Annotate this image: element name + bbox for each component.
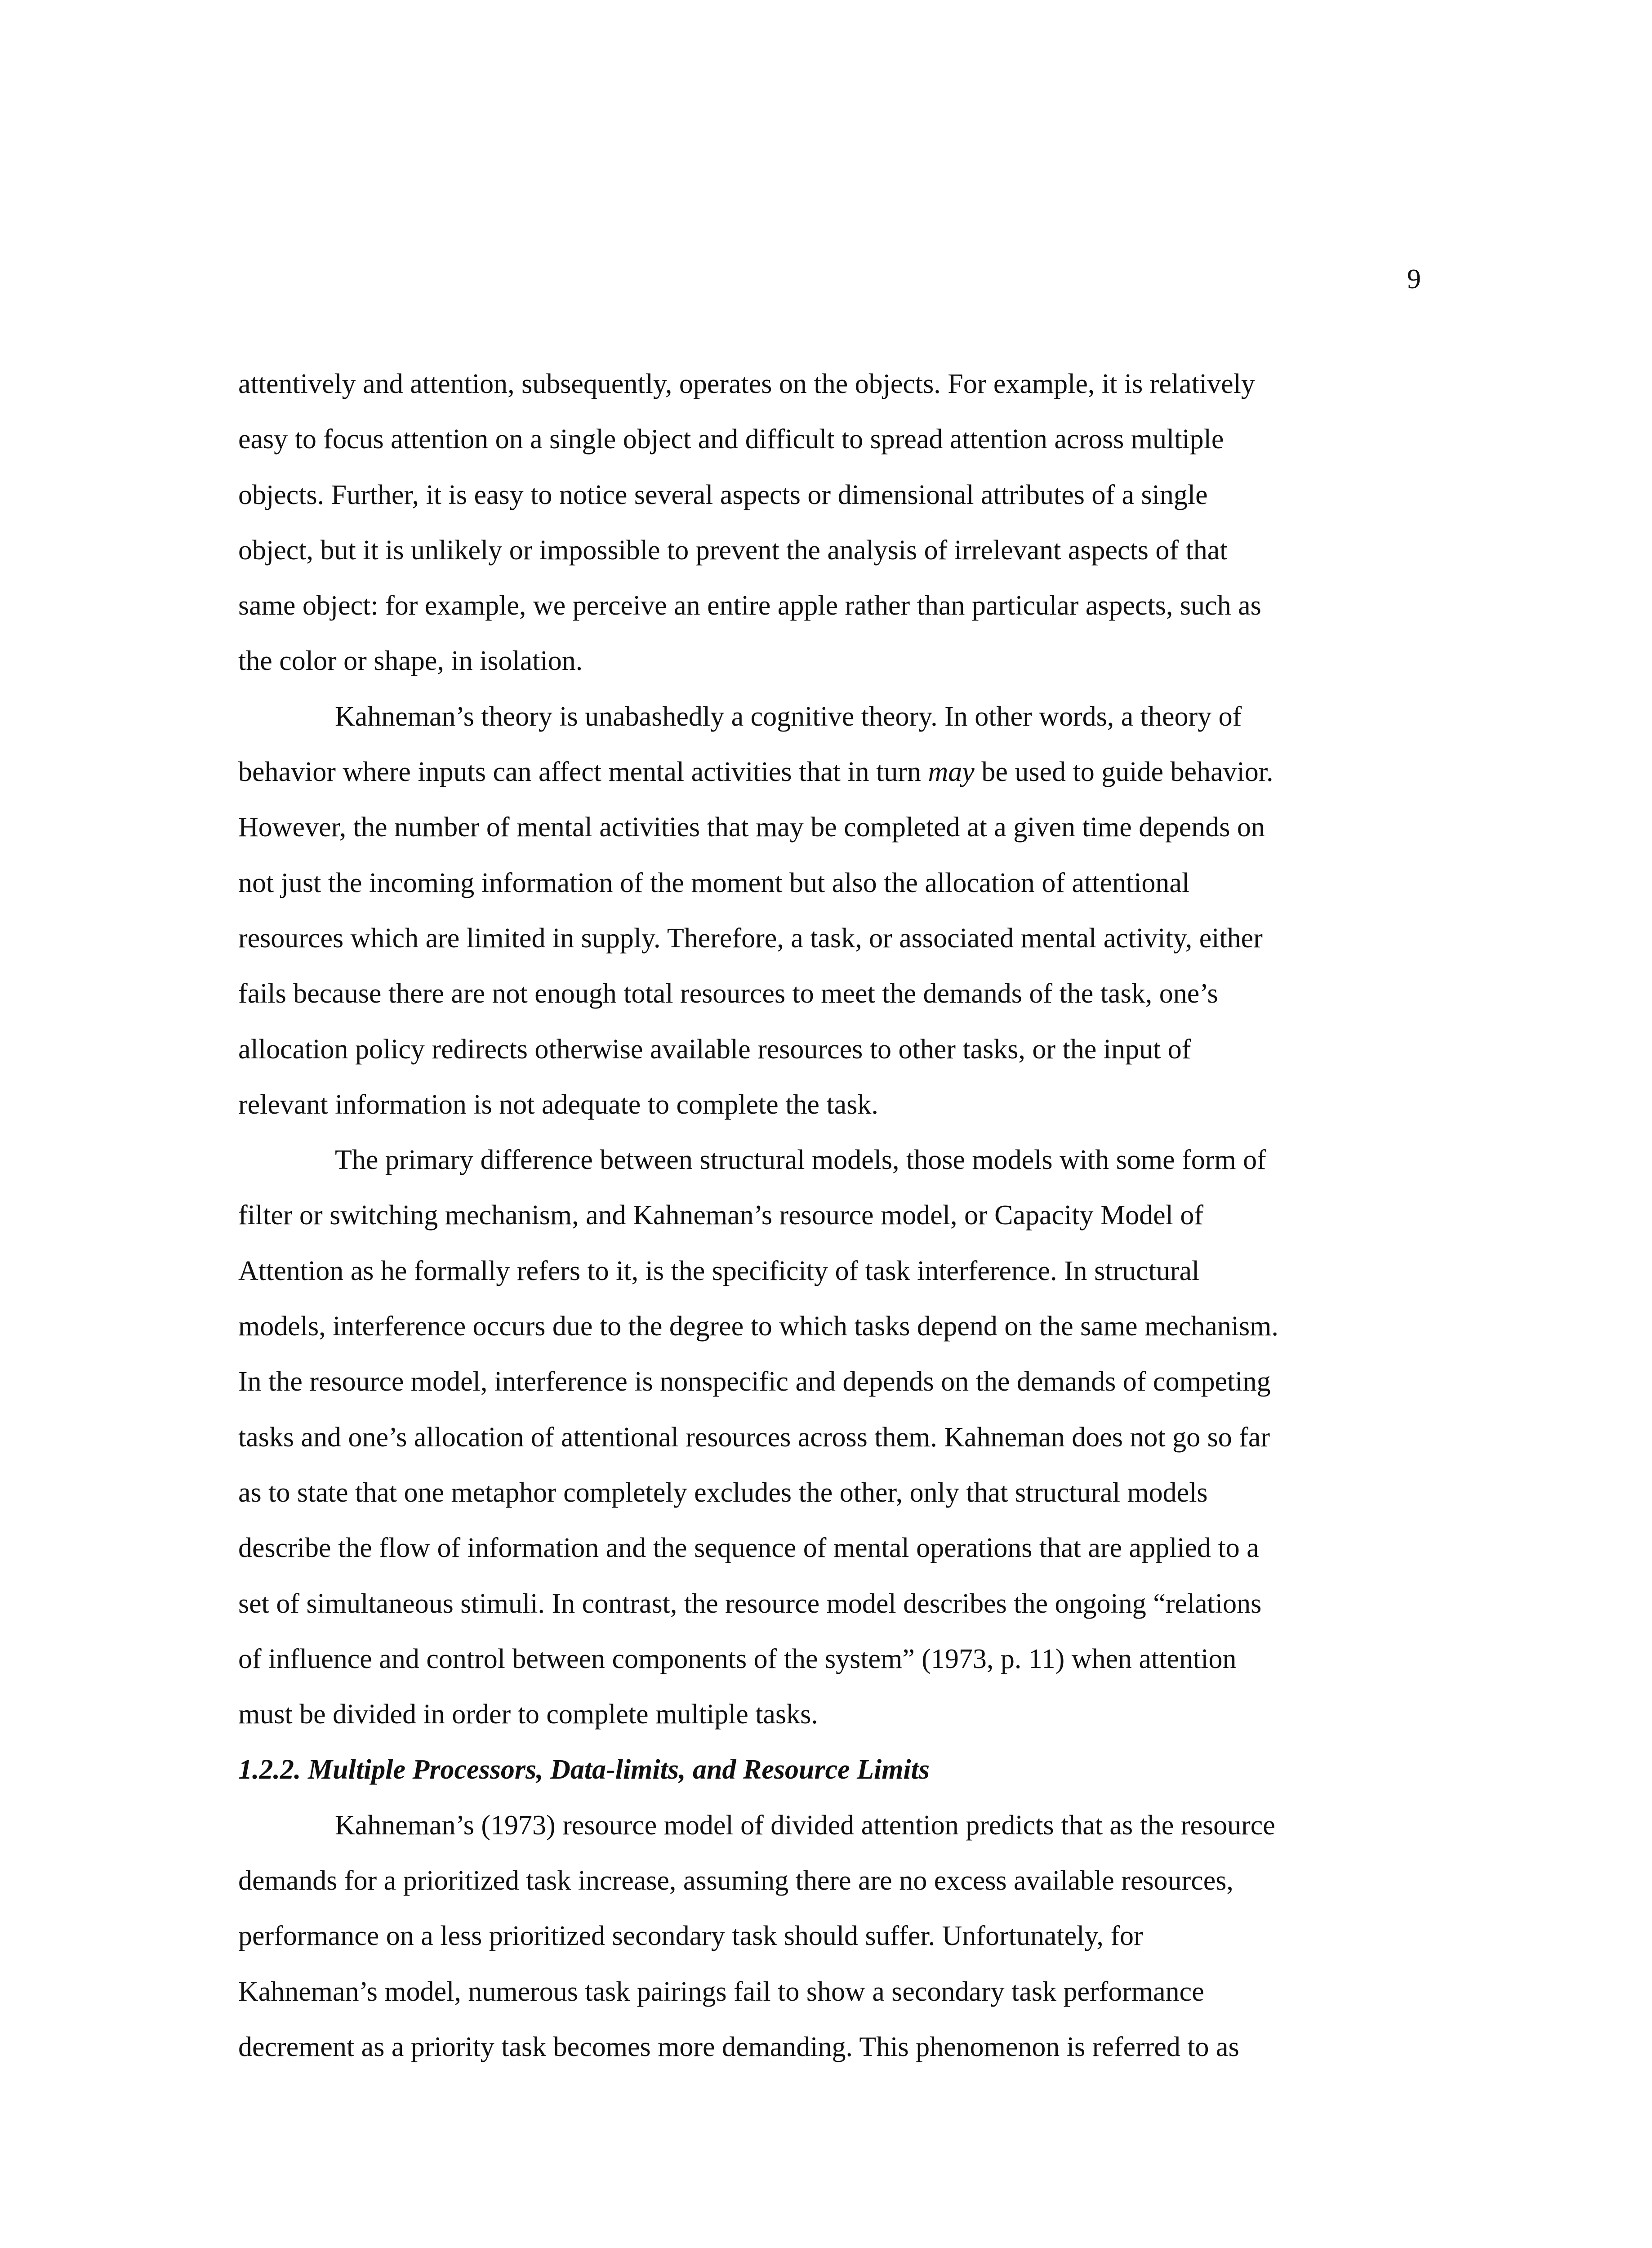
paragraph-3 [238, 1133, 1434, 1742]
text-line: of influence and control between components of the system” (1973, p. 11) when attention [238, 1643, 1237, 1674]
text-fragment: behavior where inputs can affect mental activities that in turn [238, 757, 928, 788]
text-line: must be divided in order to complete multiple tasks. [238, 1699, 818, 1730]
text-line: describe the flow of information and the sequence of mental operations that are applied to a [238, 1533, 1259, 1564]
text-line: attentively and attention, subsequently, operates on the objects. For example, it is relatively [238, 369, 1255, 399]
text-line: set of simultaneous stimuli. In contrast, the resource model describes the ongoing “relations [238, 1588, 1262, 1619]
text-line: same object: for example, we perceive an entire apple rather than particular aspects, such as [238, 590, 1261, 621]
text-fragment: be used to guide behavior. [974, 757, 1274, 788]
text-line: tasks and one’s allocation of attentional resources across them. Kahneman does not go so far [238, 1422, 1270, 1453]
text-line: Kahneman’s (1973) resource model of divided attention predicts that as the resource [335, 1810, 1275, 1841]
paragraph-2 [238, 689, 1434, 1133]
text-line: fails because there are not enough total resources to meet the demands of the task, one’s [238, 978, 1218, 1009]
paragraph-4 [238, 1798, 1434, 2075]
text-line: decrement as a priority task becomes more demanding. This phenomenon is referred to as [238, 2031, 1239, 2062]
text-line: demands for a prioritized task increase, assuming there are no excess available resources, [238, 1865, 1233, 1896]
text-line: performance on a less prioritized secondary task should suffer. Unfortunately, for [238, 1921, 1143, 1952]
emphasis-text: may [928, 757, 975, 788]
text-line: allocation policy redirects otherwise available resources to other tasks, or the input of [238, 1034, 1191, 1065]
text-line: models, interference occurs due to the degree to which tasks depend on the same mechanism. [238, 1311, 1278, 1342]
text-line: Kahneman’s model, numerous task pairings fail to show a secondary task performance [238, 1976, 1204, 2007]
text-line: easy to focus attention on a single object and difficult to spread attention across multiple [238, 424, 1224, 455]
section-heading: 1.2.2. Multiple Processors, Data-limits, and Resource Limits [238, 1754, 930, 1785]
text-line: The primary difference between structural models, those models with some form of [335, 1145, 1266, 1176]
body-text [238, 357, 1434, 2075]
text-line: as to state that one metaphor completely excludes the other, only that structural models [238, 1477, 1208, 1508]
text-line: filter or switching mechanism, and Kahneman’s resource model, or Capacity Model of [238, 1200, 1203, 1231]
text-line: objects. Further, it is easy to notice several aspects or dimensional attributes of a single [238, 479, 1208, 510]
page-number: 9 [1407, 264, 1421, 294]
text-line: object, but it is unlikely or impossible to prevent the analysis of irrelevant aspects of that [238, 535, 1228, 566]
paragraph-1 [238, 357, 1434, 689]
text-line: not just the incoming information of the moment but also the allocation of attentional [238, 867, 1190, 898]
text-line: resources which are limited in supply. Therefore, a task, or associated mental activity, either [238, 923, 1263, 954]
text-line: relevant information is not adequate to complete the task. [238, 1089, 878, 1120]
text-line: However, the number of mental activities that may be completed at a given time depends on [238, 812, 1265, 843]
text-line: Attention as he formally refers to it, is the specificity of task interference. In structural [238, 1255, 1200, 1286]
text-line: Kahneman’s theory is unabashedly a cognitive theory. In other words, a theory of [335, 701, 1242, 732]
text-line [238, 745, 1434, 800]
text-line: In the resource model, interference is nonspecific and depends on the demands of competing [238, 1366, 1271, 1397]
text-line: the color or shape, in isolation. [238, 646, 583, 677]
